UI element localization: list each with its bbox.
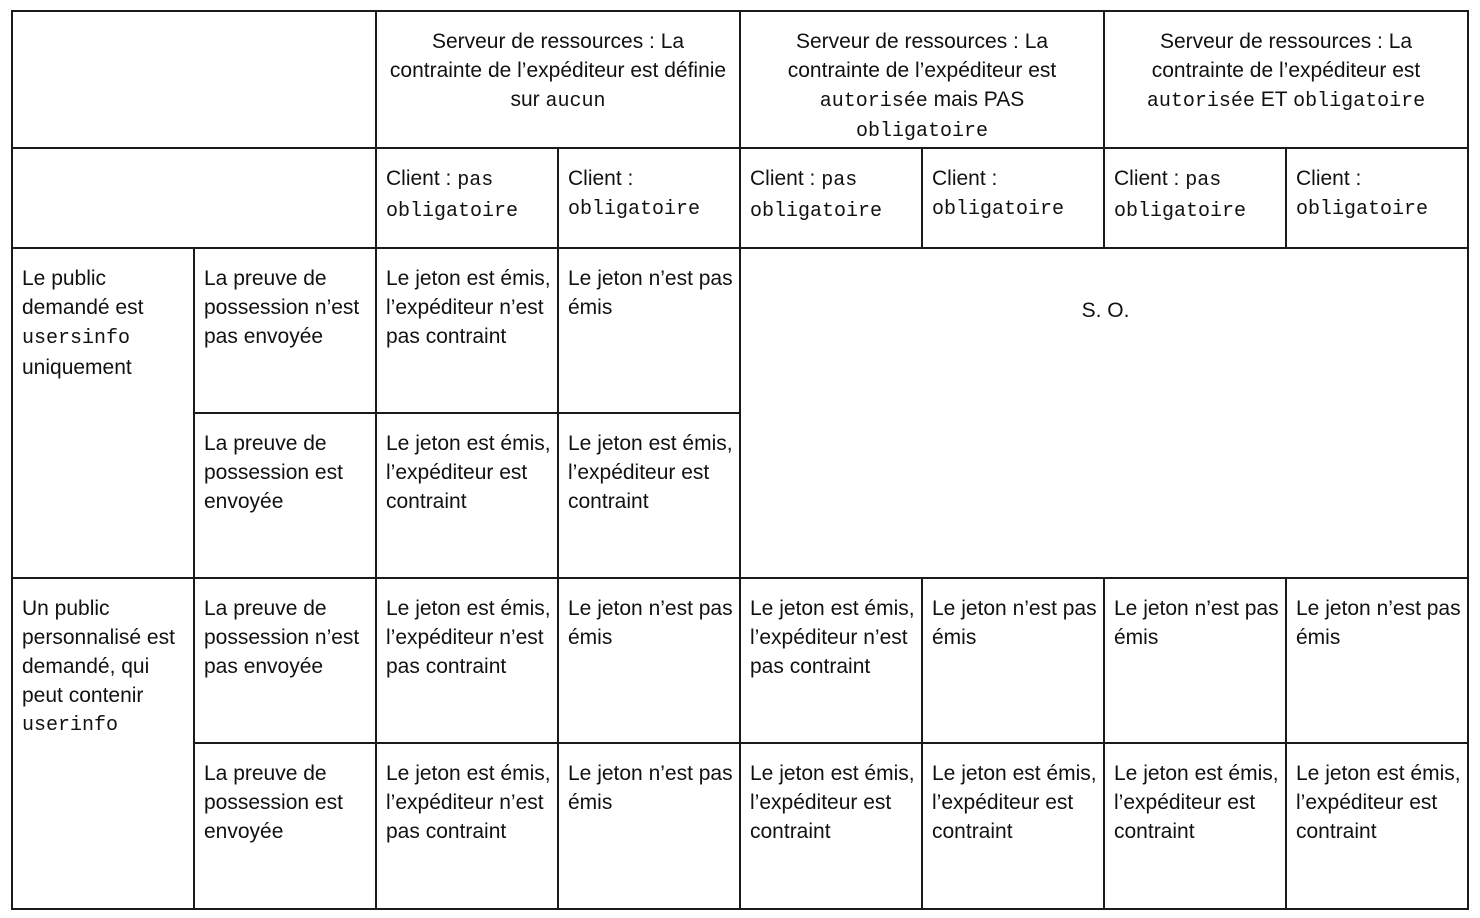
header-constraint-allowed: Serveur de ressources : La contrainte de l’expéditeur est autorisée mais PAS obligatoire bbox=[740, 11, 1104, 148]
result-cell: Le jeton est émis, l’expéditeur n’est pas contraint bbox=[740, 578, 922, 743]
result-cell: Le jeton est émis, l’expéditeur est contraint bbox=[1104, 743, 1286, 909]
pop-sent-label: La preuve de possession est envoyée bbox=[194, 413, 376, 578]
table-row bbox=[12, 743, 1468, 909]
client-row bbox=[12, 148, 1468, 248]
pop-sent-label: La preuve de possession est envoyée bbox=[194, 743, 376, 909]
result-cell: Le jeton n’est pas émis bbox=[1286, 578, 1468, 743]
header-constraint-required: Serveur de ressources : La contrainte de l’expéditeur est autorisée ET obligatoire bbox=[1104, 11, 1468, 148]
result-cell: Le jeton est émis, l’expéditeur est contraint bbox=[922, 743, 1104, 909]
result-cell: Le jeton est émis, l’expéditeur n’est pas contraint bbox=[376, 743, 558, 909]
result-cell: Le jeton n’est pas émis bbox=[558, 578, 740, 743]
corner-cell bbox=[12, 11, 376, 148]
pop-not-sent-label: La preuve de possession n’est pas envoyée bbox=[194, 248, 376, 413]
result-cell: Le jeton n’est pas émis bbox=[922, 578, 1104, 743]
header-row bbox=[12, 11, 1468, 148]
pop-not-sent-label: La preuve de possession n’est pas envoyée bbox=[194, 578, 376, 743]
header-constraint-none: Serveur de ressources : La contrainte de l’expéditeur est définie sur aucun bbox=[376, 11, 740, 148]
result-cell: Le jeton n’est pas émis bbox=[558, 743, 740, 909]
row-group-custom-audience: Un public personnalisé est demandé, qui peut contenir userinfo bbox=[12, 578, 194, 909]
row-group-userinfo-only: Le public demandé est usersinfo uniquement bbox=[12, 248, 194, 578]
result-cell: Le jeton est émis, l’expéditeur est contraint bbox=[740, 743, 922, 909]
table-row bbox=[12, 578, 1468, 743]
result-cell: Le jeton est émis, l’expéditeur est contraint bbox=[1286, 743, 1468, 909]
result-cell: Le jeton est émis, l’expéditeur n’est pas contraint bbox=[376, 578, 558, 743]
result-cell: Le jeton est émis, l’expéditeur est contraint bbox=[376, 413, 558, 578]
client-not-required: Client : pas obligatoire bbox=[740, 148, 922, 248]
corner-cell-sub bbox=[12, 148, 376, 248]
result-cell: Le jeton est émis, l’expéditeur n’est pas contraint bbox=[376, 248, 558, 413]
client-not-required: Client : pas obligatoire bbox=[376, 148, 558, 248]
client-required: Client : obligatoire bbox=[558, 148, 740, 248]
client-not-required: Client : pas obligatoire bbox=[1104, 148, 1286, 248]
result-cell: Le jeton n’est pas émis bbox=[1104, 578, 1286, 743]
result-cell: Le jeton n’est pas émis bbox=[558, 248, 740, 413]
client-required: Client : obligatoire bbox=[1286, 148, 1468, 248]
result-cell: Le jeton est émis, l’expéditeur est contraint bbox=[558, 413, 740, 578]
table-row bbox=[12, 248, 1468, 413]
client-required: Client : obligatoire bbox=[922, 148, 1104, 248]
sender-constraint-matrix bbox=[11, 10, 1469, 910]
not-applicable-cell: S. O. bbox=[740, 248, 1468, 578]
